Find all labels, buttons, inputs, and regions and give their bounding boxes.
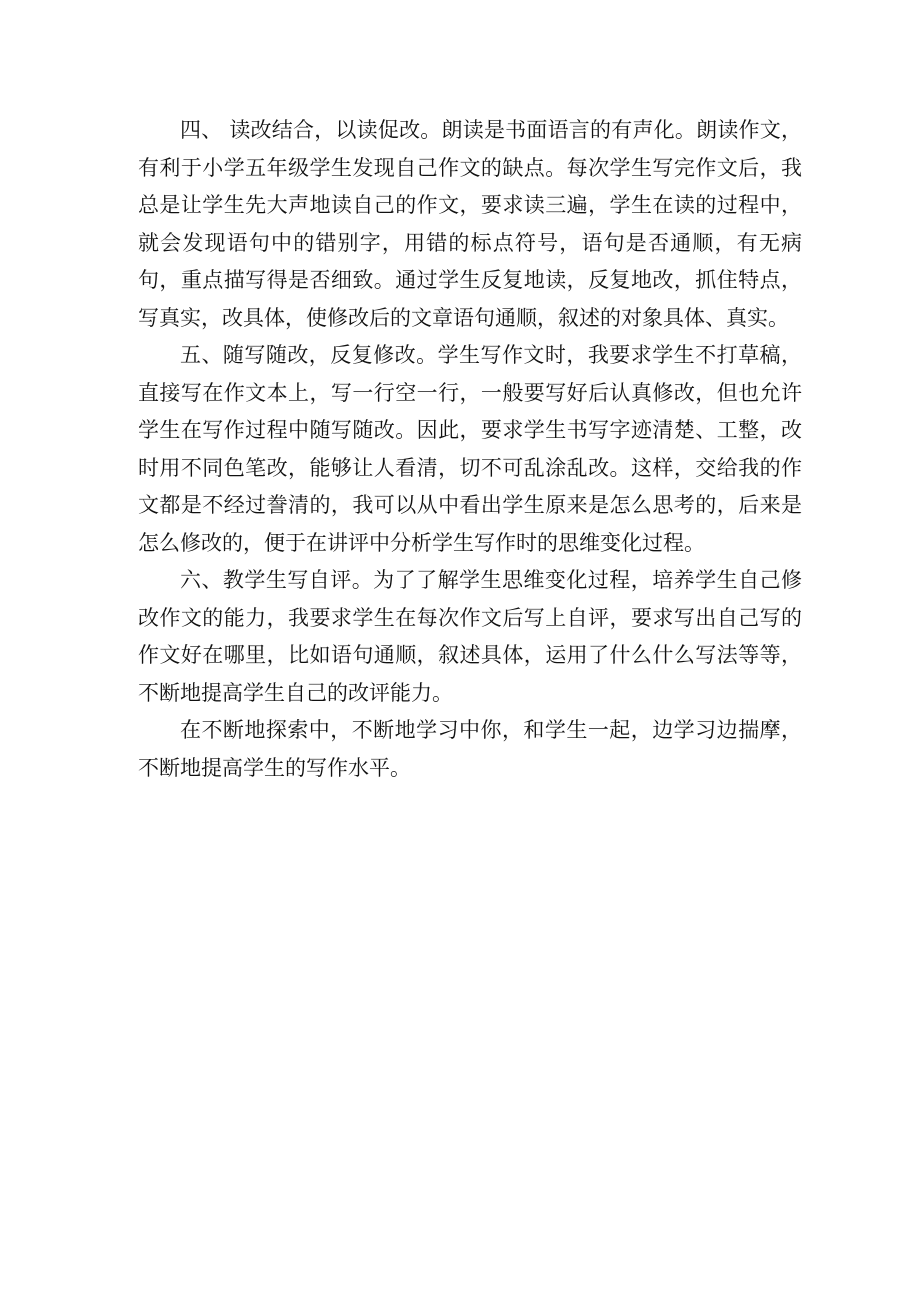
paragraph-conclusion: 在不断地探索中，不断地学习中你，和学生一起，边学习边揣摩，不断地提高学生的写作水平。 bbox=[138, 718, 802, 780]
paragraph-write-and-revise: 五、随写随改，反复修改。学生写作文时，我要求学生不打草稿，直接写在作文本上，写一行空一行，一般要写好后认真修改，但也允许学生在写作过程中随写随改。因此，要求学生书写字迹清楚、工整，改时用不同色笔改，能够让人看清，切不可乱涂乱改。这样，交给我的作文都是不经过誊清的，我可以从中看出学生原来是怎么思考的，后来是怎么修改的，便于在讲评中分析学生写作时的思维变化过程。 bbox=[138, 343, 802, 555]
document-body bbox=[138, 112, 802, 787]
paragraph-self-evaluation: 六、教学生写自评。为了了解学生思维变化过程，培养学生自己修改作文的能力，我要求学生在每次作文后写上自评，要求写出自己写的作文好在哪里，比如语句通顺，叙述具体，运用了什么什么写法等等，不断地提高学生自己的改评能力。 bbox=[138, 568, 802, 705]
paragraph-reading-revision: 四、 读改结合，以读促改。朗读是书面语言的有声化。朗读作文，有利于小学五年级学生发现自己作文的缺点。每次学生写完作文后，我总是让学生先大声地读自己的作文，要求读三遍，学生在读的过程中，就会发现语句中的错别字，用错的标点符号，语句是否通顺，有无病句，重点描写得是否细致。通过学生反复地读，反复地改，抓住特点，写真实，改具体，使修改后的文章语句通顺，叙述的对象具体、真实。 bbox=[138, 118, 802, 330]
